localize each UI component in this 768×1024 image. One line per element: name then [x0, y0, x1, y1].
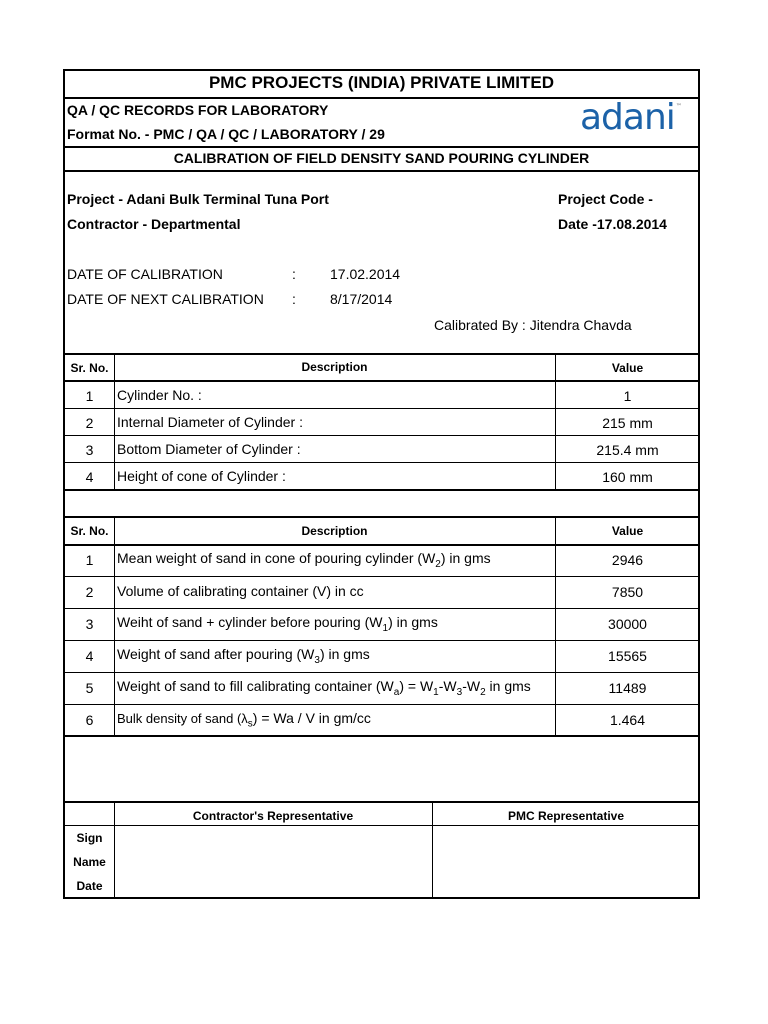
project-name: Project - Adani Bulk Terminal Tuna Port: [67, 191, 329, 207]
next-calibration-label: DATE OF NEXT CALIBRATION: [67, 291, 264, 307]
value: 7850: [611, 584, 644, 600]
table-border: [65, 576, 698, 577]
colon: :: [292, 266, 296, 282]
divider: [65, 146, 698, 148]
sr-no: 3: [85, 616, 94, 632]
value: 160 mm: [602, 469, 653, 485]
calibration-form: [63, 69, 700, 899]
table-border: [65, 735, 698, 737]
table-border: [65, 462, 698, 463]
description: Cylinder No. :: [117, 387, 202, 403]
value: 11489: [608, 680, 647, 696]
sr-no: 6: [85, 712, 94, 728]
sr-no: 1: [85, 388, 94, 404]
description: Height of cone of Cylinder :: [117, 468, 286, 484]
calibration-date-value: 17.02.2014: [330, 266, 401, 282]
table-border: [65, 516, 698, 518]
header-description: Description: [301, 360, 368, 374]
divider: [65, 170, 698, 172]
header-description: Description: [301, 524, 368, 538]
logo-text: adani: [580, 97, 675, 138]
adani-logo: adani ™: [580, 97, 681, 138]
description: Bottom Diameter of Cylinder :: [117, 441, 301, 457]
table-border: [65, 640, 698, 641]
contractor-name: Contractor - Departmental: [67, 216, 241, 232]
table-border: [65, 672, 698, 673]
description: Weight of sand to fill calibrating container $(W_a) = W_1-W_3-W_2$ in gms: [117, 678, 531, 698]
table-border: [65, 608, 698, 609]
company-name: PMC PROJECTS (INDIA) PRIVATE LIMITED: [208, 73, 555, 92]
next-calibration-value: 8/17/2014: [330, 291, 393, 307]
table-border: [65, 801, 698, 803]
header-sr-no: Sr. No.: [70, 361, 109, 375]
value: 30000: [608, 616, 647, 632]
calibration-date-label: DATE OF CALIBRATION: [67, 266, 223, 282]
header-value: Value: [611, 524, 644, 538]
value: 215.4 mm: [596, 442, 659, 458]
description: Bulk density of sand $(\lambda_s) = Wa / V$ in gm/cc: [117, 710, 371, 730]
description: Internal Diameter of Cylinder :: [117, 414, 303, 430]
sr-no: 2: [85, 415, 94, 431]
value: 15565: [608, 648, 647, 664]
table-border: [65, 825, 698, 826]
sr-no: 3: [85, 442, 94, 458]
value: 2946: [611, 552, 644, 568]
header-value: Value: [611, 361, 644, 375]
document-title: CALIBRATION OF FIELD DENSITY SAND POURING CYLINDER: [173, 150, 590, 166]
sr-no: 4: [85, 648, 94, 664]
description: Volume of calibrating container (V) in cc: [117, 583, 364, 599]
table-border: [65, 544, 698, 546]
description: Weight of sand after pouring $(W_3)$ in gms: [117, 646, 370, 666]
description: Weiht of sand + cylinder before pouring $(W_1)$ in gms: [117, 614, 438, 634]
sr-no: 1: [85, 552, 94, 568]
table-border: [65, 380, 698, 382]
format-number: Format No. - PMC / QA / QC / LABORATORY / 29: [67, 126, 385, 142]
colon: :: [292, 291, 296, 307]
table-border: [65, 435, 698, 436]
records-line: QA / QC RECORDS FOR LABORATORY: [67, 102, 329, 118]
contractor-representative-header: Contractor's Representative: [192, 809, 354, 823]
sign-label: Sign: [76, 831, 103, 845]
value: 1: [623, 388, 632, 404]
project-code: Project Code -: [558, 191, 653, 207]
table-border: [65, 489, 698, 491]
date-label: Date: [76, 879, 103, 893]
value: 1.464: [609, 712, 646, 728]
sr-no: 4: [85, 469, 94, 485]
column-divider: [114, 517, 115, 736]
sr-no: 5: [85, 680, 94, 696]
value: 215 mm: [602, 415, 653, 431]
pmc-representative-header: PMC Representative: [507, 809, 625, 823]
name-label: Name: [73, 855, 106, 869]
sr-no: 2: [85, 584, 94, 600]
table-border: [65, 408, 698, 409]
report-date: Date -17.08.2014: [558, 216, 667, 232]
column-divider: [114, 354, 115, 489]
calibrated-by: Calibrated By : Jitendra Chavda: [434, 317, 632, 333]
header-sr-no: Sr. No.: [70, 524, 109, 538]
table-border: [65, 353, 698, 355]
description: Mean weight of sand in cone of pouring cylinder $(W_2)$ in gms: [117, 550, 491, 570]
table-border: [65, 704, 698, 705]
